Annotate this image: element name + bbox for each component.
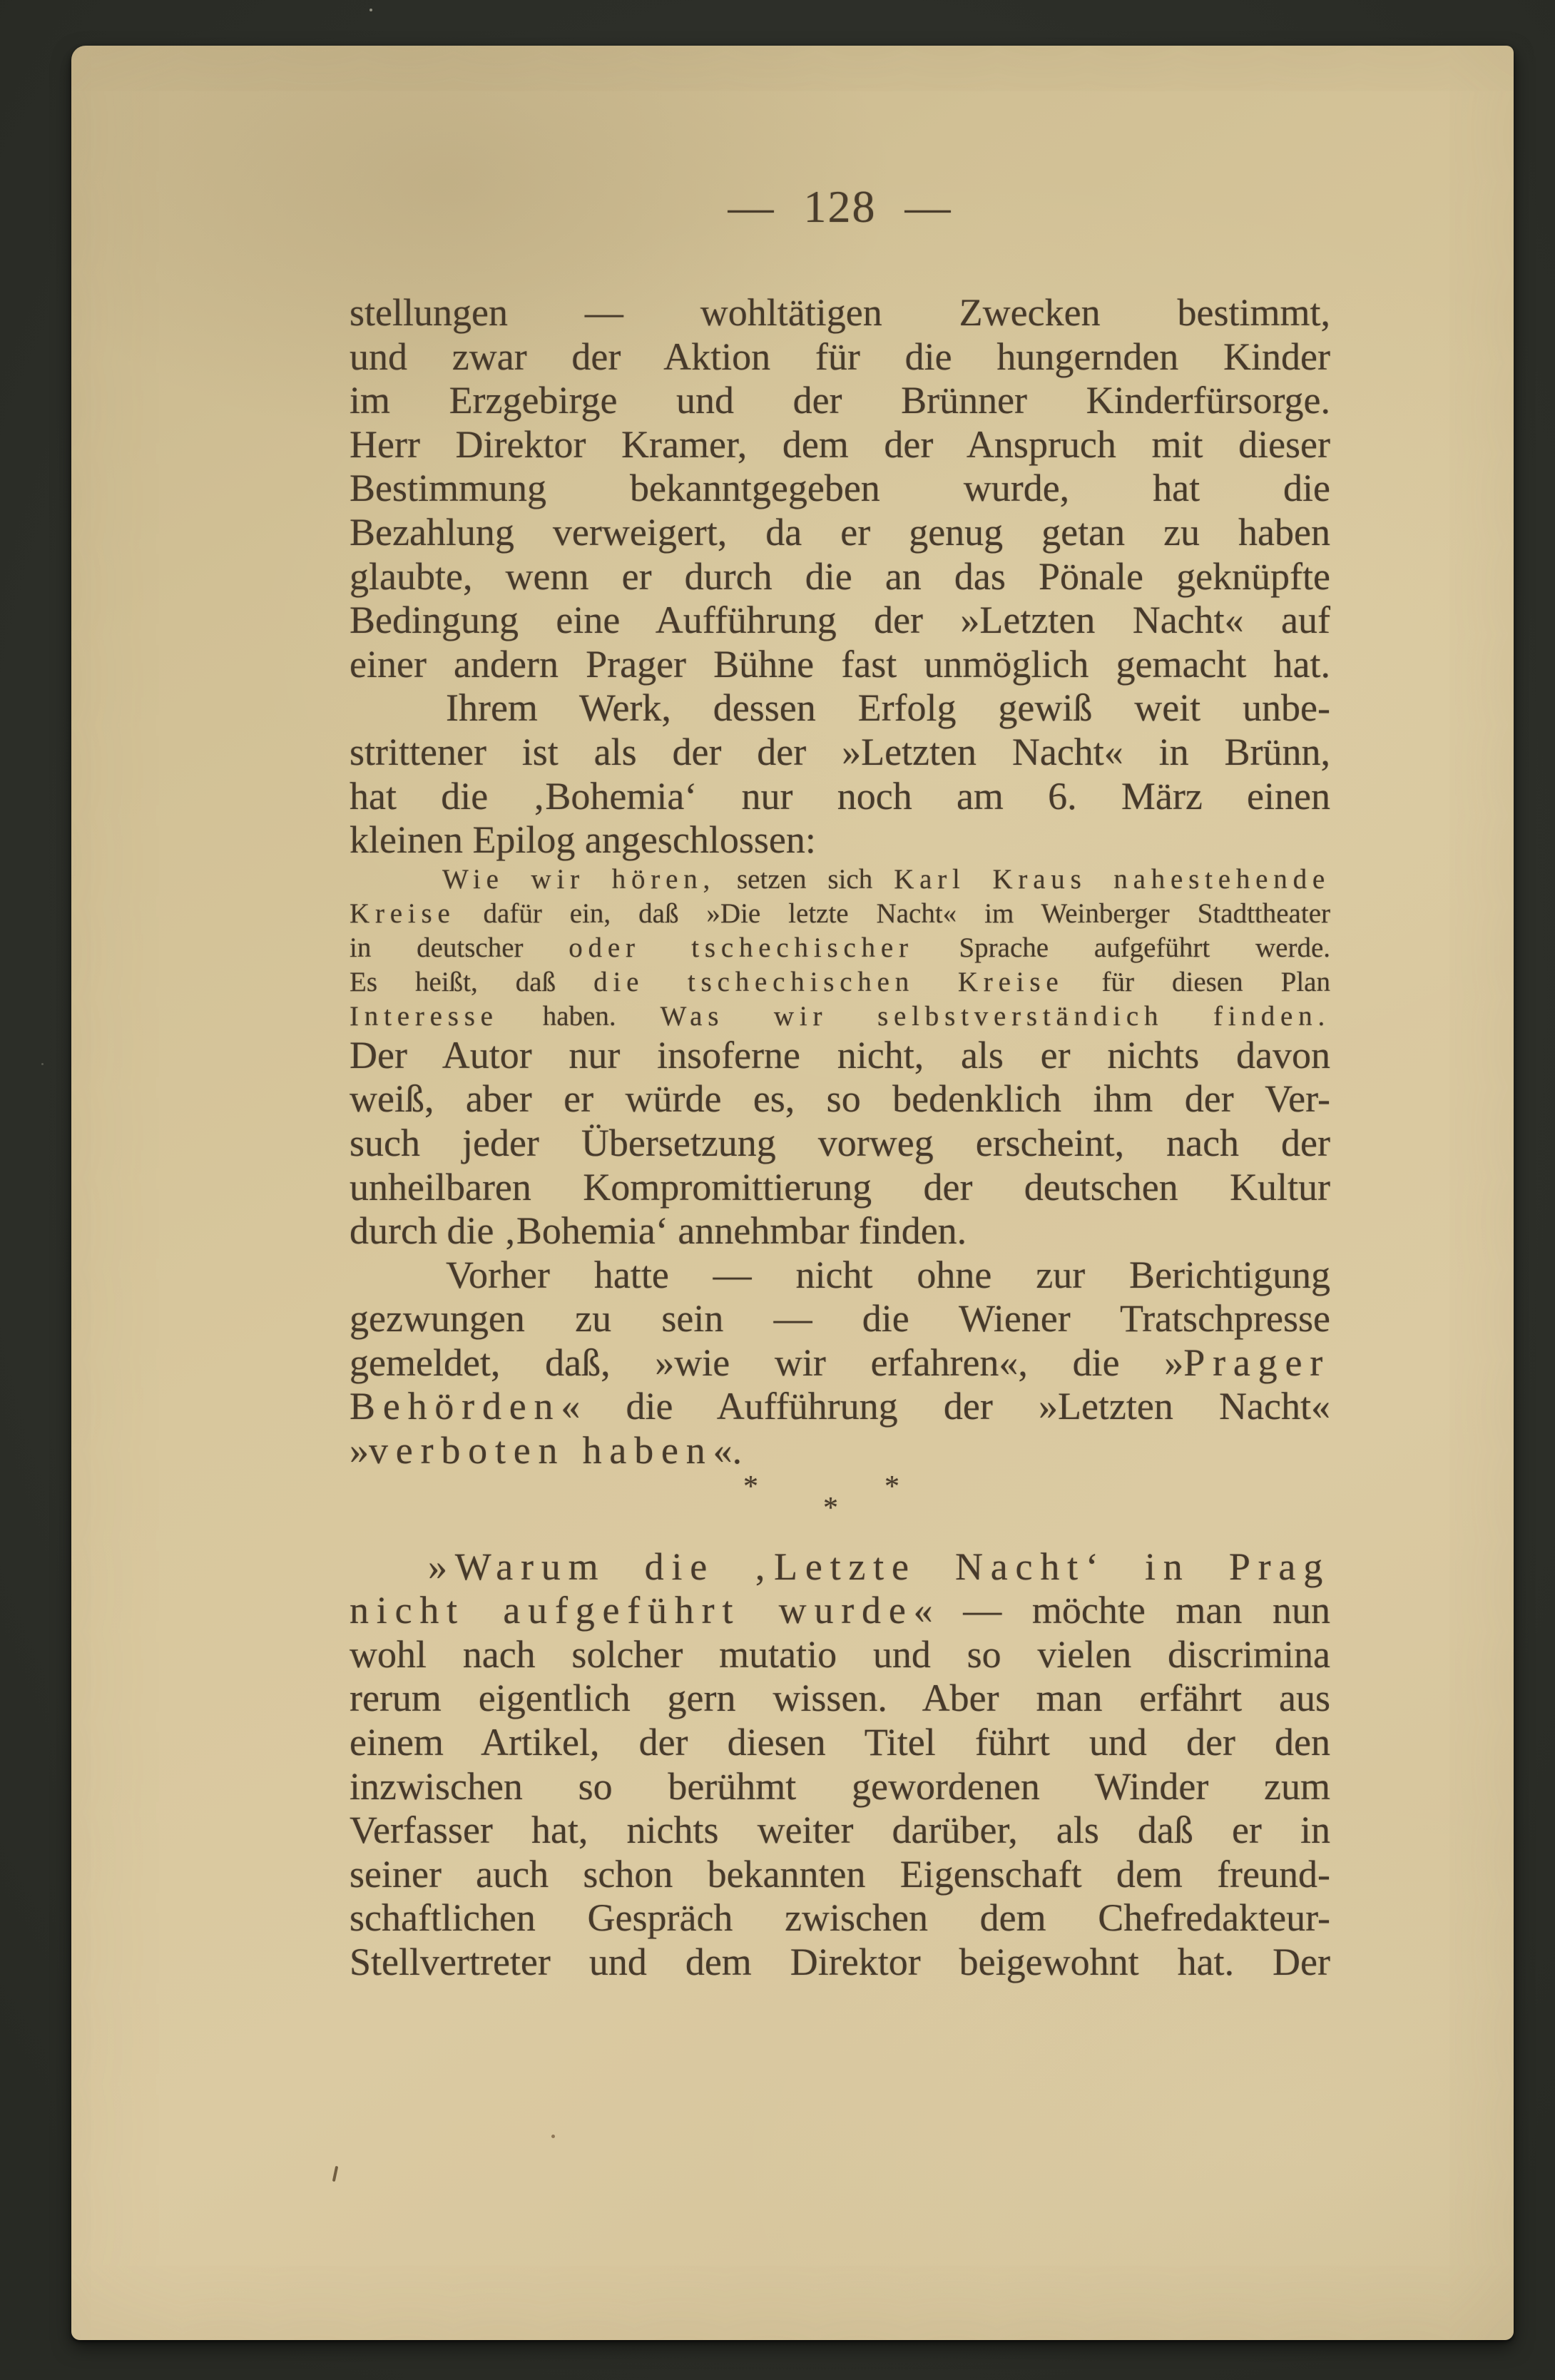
text-segment: such jeder Übersetzung vorweg erscheint, nach der: [350, 1121, 1330, 1164]
text-line: [350, 931, 1330, 965]
text-line: [350, 1589, 1330, 1633]
text-segment: haben.: [498, 1000, 661, 1032]
text-segment: Was wir selbstverständich finden.: [660, 1000, 1331, 1032]
text-line: [350, 1166, 1330, 1210]
text-segment: inzwischen so berühmt gewordenen Winder zum: [350, 1764, 1330, 1808]
text-line: [350, 599, 1330, 643]
text-segment: oder tschechischer: [569, 932, 914, 963]
text-line: [350, 643, 1330, 687]
text-segment: Der Autor nur insoferne nicht, als er nichts davon: [350, 1033, 1330, 1077]
text-line: [350, 1122, 1330, 1166]
text-line: [350, 1765, 1330, 1809]
text-segment: in deutscher: [350, 932, 569, 963]
text-line: [350, 897, 1330, 931]
text-column: [350, 291, 1330, 1985]
text-segment: Prager: [1183, 1341, 1330, 1384]
text-segment: hat die ‚Bohemia‘ nur noch am 6. März einen: [350, 774, 1330, 818]
text-line: [350, 1385, 1330, 1429]
text-segment: « — möchte man nun: [913, 1589, 1330, 1632]
text-segment: Herr Direktor Kramer, dem der Anspruch mit dieser: [350, 422, 1330, 466]
text-line: [350, 1941, 1330, 1985]
book-page: [71, 46, 1514, 2340]
text-line: [350, 291, 1330, 335]
text-line: [350, 1545, 1330, 1590]
text-line: [350, 1429, 1330, 1473]
text-segment: gemeldet, daß, »wie wir erfahren«, die »: [350, 1341, 1184, 1384]
text-line: [350, 1809, 1330, 1853]
text-segment: Vorher hatte — nicht ohne zur Berichtigung: [446, 1253, 1330, 1296]
text-segment: »Warum die ‚Letzte Nacht‘ in Prag: [428, 1545, 1330, 1588]
text-line: [350, 863, 1330, 897]
text-segment: weiß, aber er würde es, so bedenklich ihm der Ver-: [350, 1077, 1330, 1121]
text-segment: Kreise: [350, 897, 456, 929]
text-line: [350, 467, 1330, 511]
text-segment: Behörden: [350, 1385, 561, 1428]
paragraph: [350, 291, 1330, 686]
text-line: [350, 511, 1330, 555]
asterisk-separator: [350, 1470, 1330, 1545]
text-segment: unheilbaren Kompromittierung der deutschen Kultur: [350, 1165, 1330, 1209]
text-segment: Es heißt, daß: [350, 966, 594, 997]
text-line: [350, 686, 1330, 731]
paragraph: [350, 1253, 1330, 1473]
text-line: [350, 335, 1330, 380]
text-segment: Interesse: [350, 1000, 499, 1032]
text-segment: «.: [713, 1429, 743, 1473]
text-line: [350, 379, 1330, 423]
text-segment: kleinen Epilog angeschlossen:: [350, 818, 816, 862]
text-line: [350, 423, 1330, 467]
text-line: [350, 1297, 1330, 1341]
text-segment: « die Aufführung der »Letzten Nacht«: [561, 1385, 1330, 1428]
text-segment: rerum eigentlich gern wissen. Aber man erfährt aus: [350, 1677, 1330, 1720]
text-segment: setzen sich: [715, 863, 894, 895]
text-segment: dafür ein, daß »Die letzte Nacht« im Weinberger Stadttheater: [455, 897, 1330, 929]
text-segment: nicht aufgeführt wurde: [350, 1589, 914, 1632]
text-segment: Wie wir hören,: [442, 863, 716, 895]
text-line: [350, 775, 1330, 819]
paragraph: [350, 686, 1330, 862]
text-line: [350, 731, 1330, 775]
text-segment: Stellvertreter und dem Direktor beigewohnt hat. Der: [350, 1941, 1330, 1983]
text-line: [350, 818, 1330, 863]
text-segment: seiner auch schon bekannten Eigenschaft dem freund-: [350, 1852, 1330, 1896]
text-segment: wohl nach solcher mutatio und so vielen discrimina: [350, 1632, 1330, 1676]
text-segment: für diesen Plan: [1064, 966, 1330, 997]
paper-fleck: [332, 2166, 338, 2182]
asterisk-glyph: *: [884, 1470, 899, 1503]
text-line: [350, 1896, 1330, 1941]
text-segment: und zwar der Aktion für die hungernden Kinder: [350, 335, 1330, 378]
text-segment: glaubte, wenn er durch die an das Pönale geknüpfte: [350, 554, 1330, 598]
text-segment: die tschechischen Kreise: [593, 966, 1064, 997]
text-line: [350, 1000, 1330, 1034]
text-segment: Bedingung eine Aufführung der »Letzten Nacht« auf: [350, 599, 1330, 642]
paragraph: [350, 1034, 1330, 1253]
text-line: [350, 1341, 1330, 1385]
text-line: [350, 1077, 1330, 1122]
text-segment: verboten haben: [369, 1429, 713, 1473]
text-line: [350, 1677, 1330, 1721]
text-segment: Ihrem Werk, dessen Erfolg gewiß weit unbe-: [446, 686, 1330, 730]
text-segment: strittener ist als der der »Letzten Nacht« in Brünn,: [350, 730, 1330, 773]
text-line: [350, 555, 1330, 599]
text-segment: Bestimmung bekanntgegeben wurde, hat die: [350, 467, 1330, 510]
text-segment: stellungen — wohltätigen Zwecken bestimmt,: [350, 291, 1330, 334]
paragraph: [350, 863, 1330, 1034]
asterisk-glyph: *: [823, 1491, 838, 1525]
dust-speck: [369, 9, 372, 11]
asterisk-glyph: *: [743, 1470, 758, 1503]
text-line: [350, 965, 1330, 1000]
text-line: [350, 1209, 1330, 1253]
dust-speck: [41, 1063, 44, 1065]
text-segment: im Erzgebirge und der Brünner Kinderfürsorge.: [350, 379, 1330, 422]
text-line: [350, 1253, 1330, 1298]
text-segment: einem Artikel, der diesen Titel führt und der den: [350, 1721, 1330, 1764]
text-segment: einer andern Prager Bühne fast unmöglich gemacht hat.: [350, 642, 1330, 686]
paper-fleck: [551, 2135, 555, 2138]
text-segment: schaftlichen Gespräch zwischen dem Chefredakteur-: [350, 1896, 1330, 1940]
text-line: [350, 1034, 1330, 1078]
paragraph: [350, 1545, 1330, 1985]
text-segment: gezwungen zu sein — die Wiener Tratschpresse: [350, 1297, 1330, 1341]
text-line: [350, 1721, 1330, 1765]
text-segment: »: [350, 1429, 369, 1473]
page-number: — 128 —: [728, 181, 952, 232]
text-line: [350, 1853, 1330, 1897]
text-segment: durch die ‚Bohemia‘ annehmbar finden.: [350, 1209, 967, 1253]
text-segment: Bezahlung verweigert, da er genug getan zu haben: [350, 510, 1330, 554]
text-line: [350, 1633, 1330, 1677]
text-segment: Karl Kraus nahestehende: [894, 863, 1330, 895]
text-segment: Sprache aufgeführt werde.: [913, 932, 1331, 963]
text-segment: Verfasser hat, nichts weiter darüber, als daß er in: [350, 1809, 1330, 1852]
